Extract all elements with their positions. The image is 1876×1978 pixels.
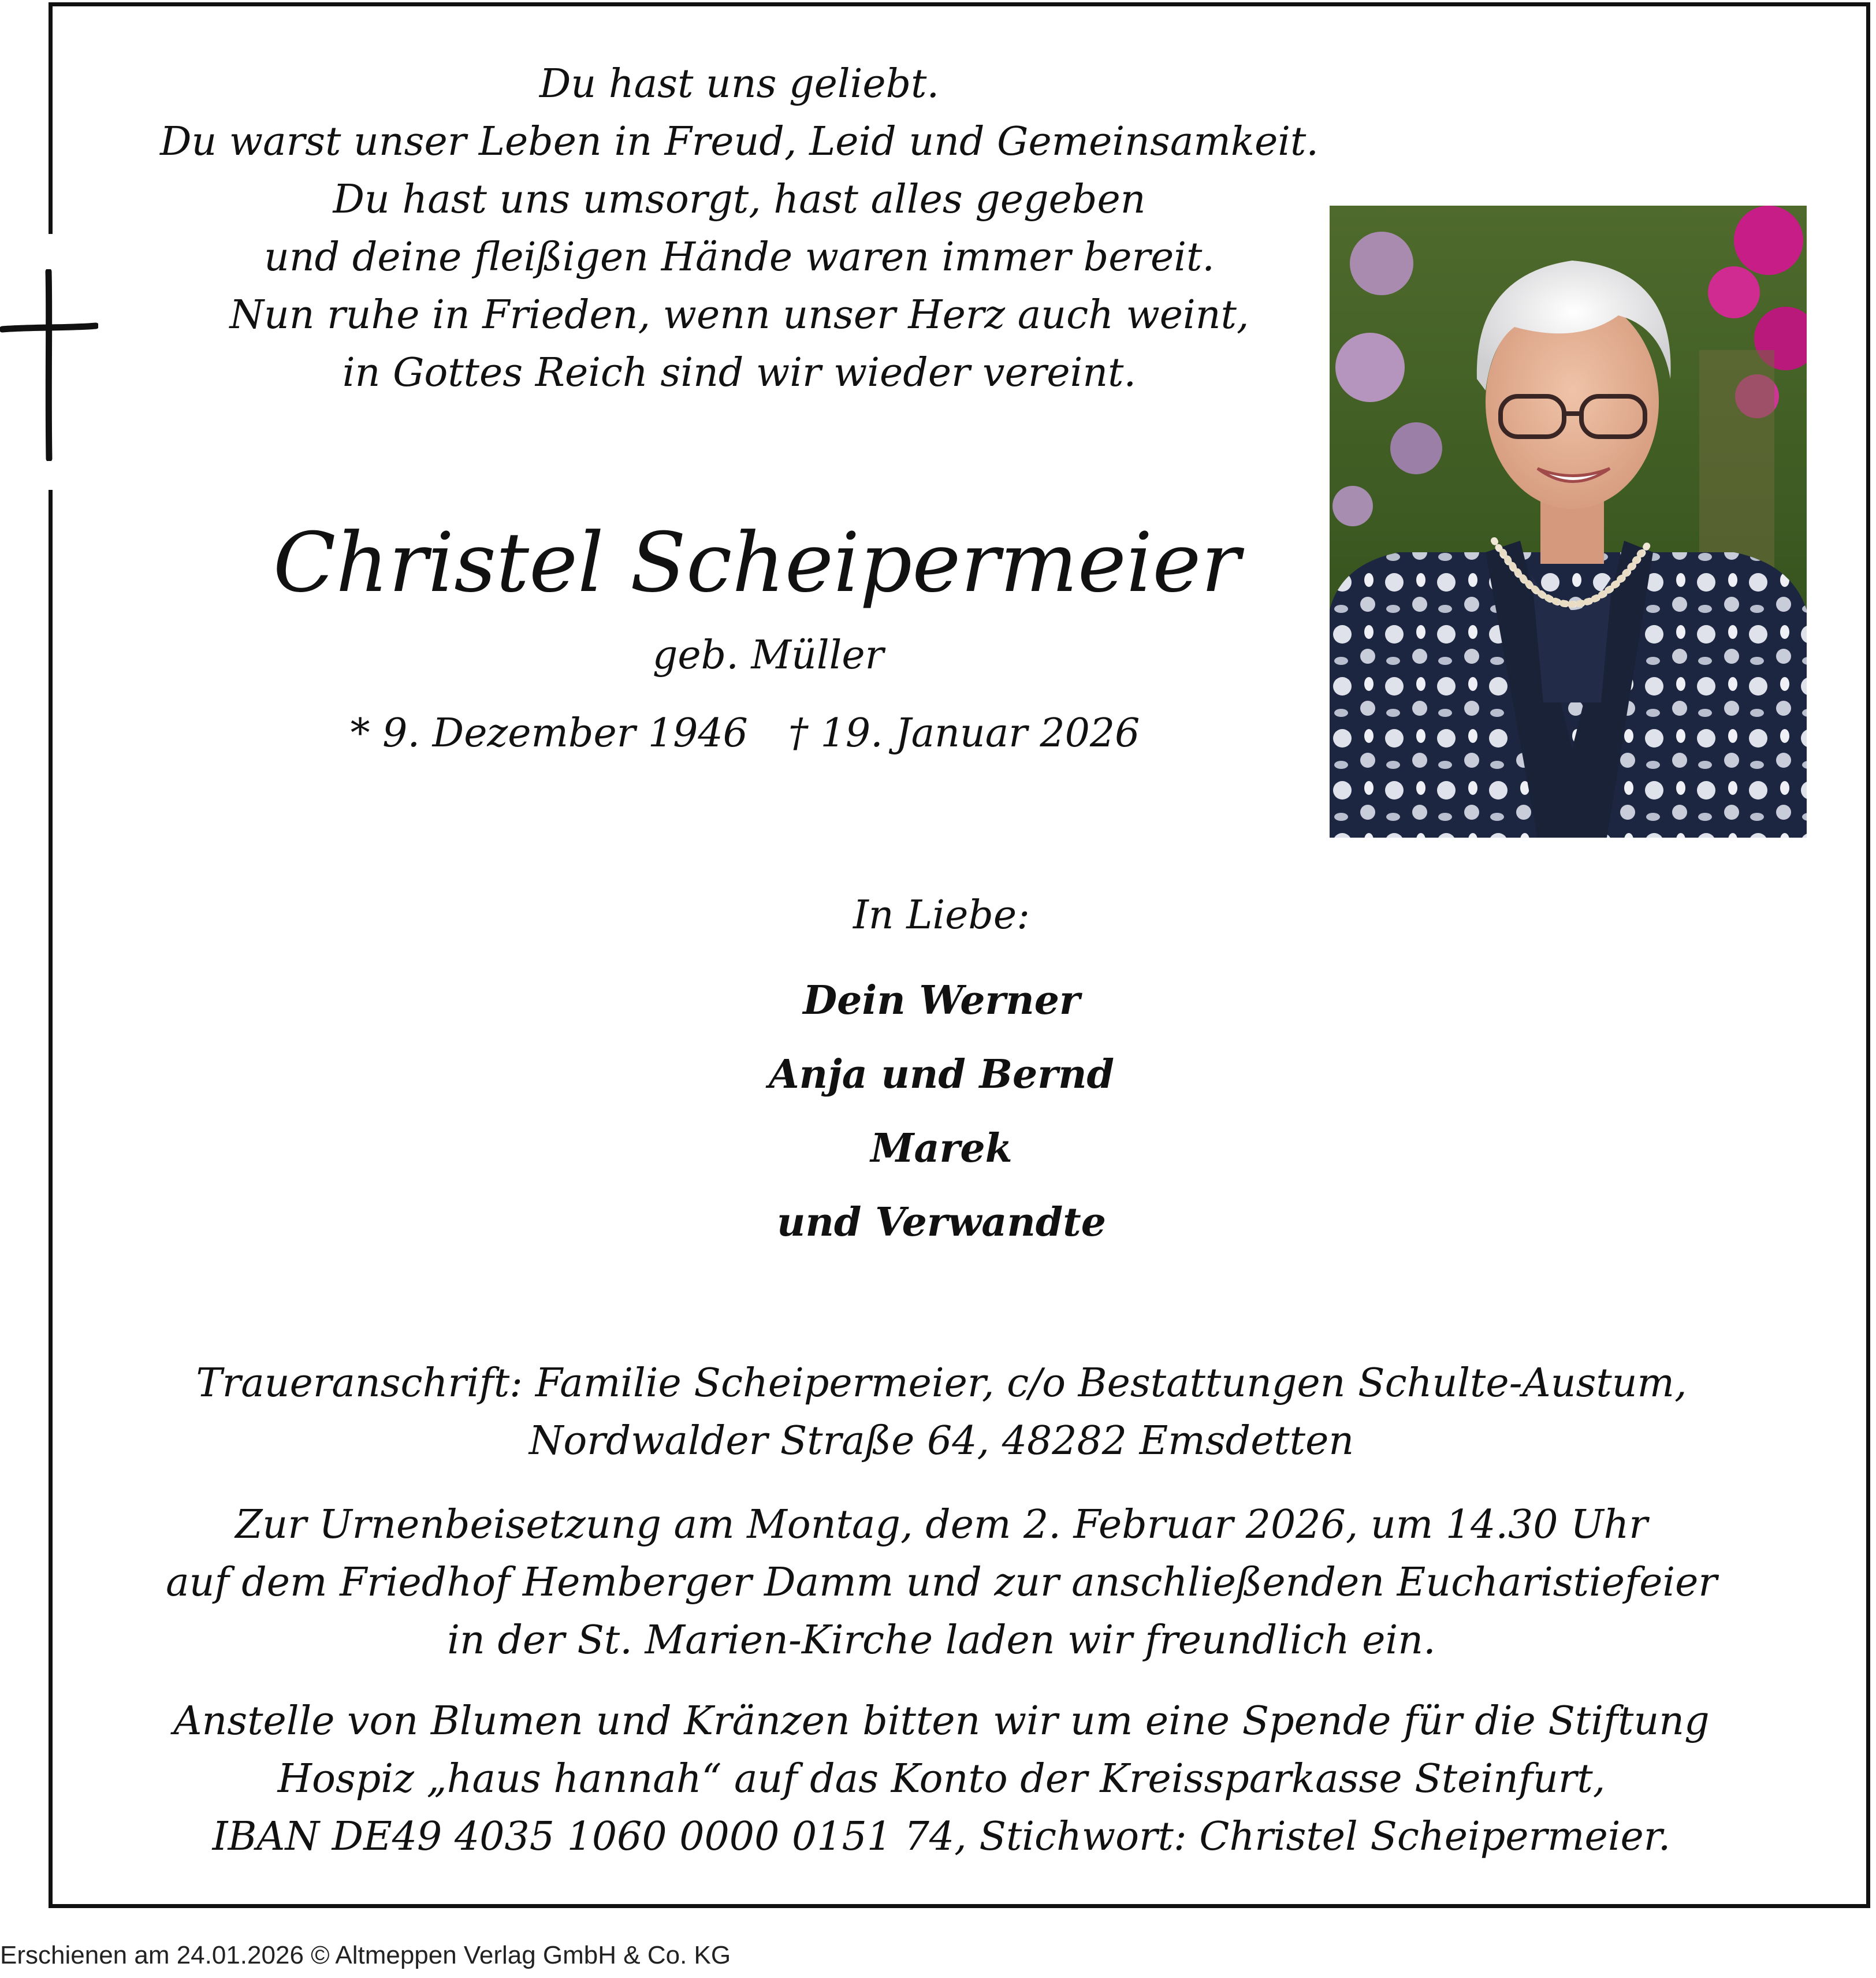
mourner-name: und Verwandte [777,1199,1106,1245]
ceremony-info [69,1496,1814,1670]
donation-line: Anstelle von Blumen und Kränzen bitten wir um eine Spende für die Stiftung [173,1698,1710,1744]
poem-line: Du warst unser Leben in Freud, Leid und Gemeinsamkeit. [160,119,1319,165]
donation-line: IBAN DE49 4035 1060 0000 0151 74, Stichwort: Christel Scheipermeier. [212,1814,1671,1860]
donation-line: Hospiz „haus hannah“ auf das Konto der Kreissparkasse Steinfurt, [277,1756,1606,1802]
deceased-name: Christel Scheipermeier [273,515,1241,611]
birth-date: * 9. Dezember 1946 [350,711,748,756]
address-line: Traueranschrift: Familie Scheipermeier, c/o Bestattungen Schulte-Austum, [196,1360,1687,1406]
ceremony-line: in der St. Marien-Kirche laden wir freundlich ein. [447,1618,1436,1663]
mourner-name: Marek [870,1125,1013,1172]
death-date: † 19. Januar 2026 [788,711,1140,756]
poem-line: Nun ruhe in Frieden, wenn unser Herz auch weint, [229,292,1249,338]
mourner-name: Dein Werner [803,977,1080,1024]
life-dates [231,708,1259,760]
mourning-address [69,1355,1814,1470]
ceremony-line: auf dem Friedhof Hemberger Damm und zur anschließenden Eucharistiefeier [166,1560,1717,1605]
poem-line: in Gottes Reich sind wir wieder vereint. [342,350,1137,396]
publication-footer: Erschienen am 24.01.2026 © Altmeppen Verlag GmbH & Co. KG [0,1941,731,1969]
poem-line: Du hast uns geliebt. [539,61,940,107]
ceremony-line: Zur Urnenbeisetzung am Montag, dem 2. Februar 2026, um 14.30 Uhr [235,1502,1648,1548]
portrait-photo [1330,206,1807,838]
birth-name: geb. Müller [652,633,884,678]
poem [69,55,1409,402]
mourners-list [653,964,1230,1259]
poem-line: Du hast uns umsorgt, hast alles gegeben [333,177,1146,222]
poem-line: und deine fleißigen Hände waren immer bereit. [264,235,1215,280]
address-line: Nordwalder Straße 64, 48282 Emsdetten [528,1418,1354,1464]
mourner-name: Anja und Bernd [768,1051,1115,1098]
donation-info [69,1693,1814,1866]
mourners-intro: In Liebe: [853,893,1030,938]
